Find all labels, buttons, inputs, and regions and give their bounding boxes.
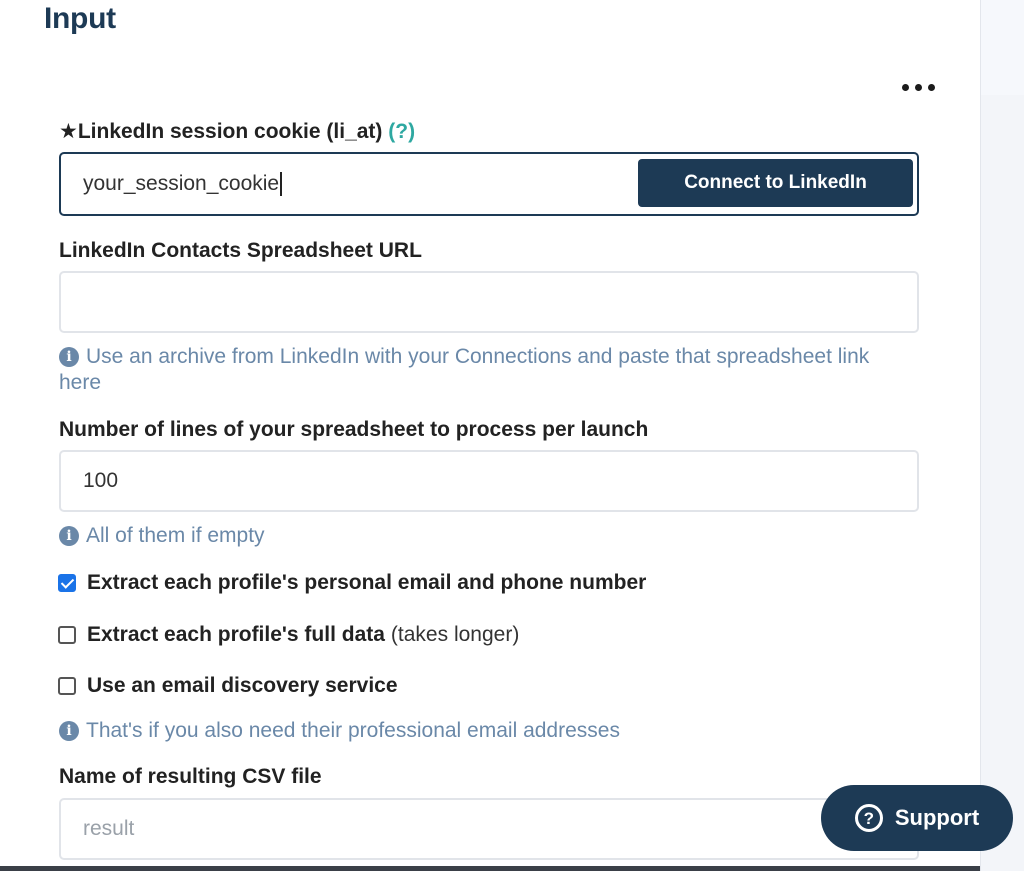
session-cookie-label-text: LinkedIn session cookie (li_at) bbox=[77, 120, 383, 143]
csv-name-input[interactable] bbox=[59, 798, 919, 860]
right-sidebar-header bbox=[981, 0, 1024, 95]
info-icon: i bbox=[59, 721, 79, 741]
required-star-icon: ★ bbox=[59, 120, 78, 143]
dot bbox=[915, 84, 922, 91]
csv-name-label: Name of resulting CSV file bbox=[59, 765, 322, 788]
spreadsheet-url-hint-text: Use an archive from LinkedIn with your Connections and paste that spreadsheet link here bbox=[59, 345, 870, 394]
more-options-icon[interactable] bbox=[896, 78, 940, 96]
lines-per-launch-label: Number of lines of your spreadsheet to process per launch bbox=[59, 418, 649, 441]
option-full-data[interactable] bbox=[58, 621, 519, 649]
checkbox-checked[interactable] bbox=[58, 574, 76, 592]
session-cookie-text: your_session_cookie bbox=[83, 172, 280, 195]
email-discovery-hint-text: That's if you also need their professional email addresses bbox=[86, 719, 620, 742]
dot bbox=[902, 84, 909, 91]
email-discovery-hint bbox=[59, 718, 899, 744]
lines-per-launch-input[interactable] bbox=[59, 450, 919, 512]
csv-name-placeholder: result bbox=[83, 817, 135, 840]
checkbox[interactable] bbox=[58, 626, 76, 644]
support-label: Support bbox=[894, 805, 980, 830]
info-icon: i bbox=[59, 347, 79, 367]
support-button[interactable] bbox=[821, 785, 1013, 851]
spreadsheet-url-input[interactable] bbox=[59, 271, 919, 333]
info-icon: i bbox=[59, 526, 79, 546]
section-title: Input bbox=[44, 2, 116, 35]
dot bbox=[928, 84, 935, 91]
option-email-discovery[interactable] bbox=[58, 672, 398, 700]
question-circle-icon: ? bbox=[855, 804, 883, 832]
lines-per-launch-value: 100 bbox=[83, 469, 119, 492]
spreadsheet-url-label: LinkedIn Contacts Spreadsheet URL bbox=[59, 239, 422, 262]
right-sidebar bbox=[980, 0, 1024, 871]
lines-per-launch-hint-text: All of them if empty bbox=[86, 524, 265, 547]
option-label: Use an email discovery service bbox=[87, 674, 398, 697]
spreadsheet-url-hint bbox=[59, 344, 899, 396]
help-link[interactable]: (?) bbox=[388, 120, 416, 143]
option-personal-email-phone[interactable] bbox=[58, 569, 646, 597]
text-caret bbox=[280, 172, 282, 196]
session-cookie-label bbox=[59, 119, 415, 145]
option-label: Extract each profile's personal email and phone number bbox=[87, 571, 647, 594]
checkbox[interactable] bbox=[58, 677, 76, 695]
lines-per-launch-hint bbox=[59, 523, 899, 549]
option-label: Extract each profile's full data bbox=[87, 623, 385, 646]
option-extra: (takes longer) bbox=[390, 623, 520, 646]
session-cookie-input[interactable] bbox=[59, 152, 919, 216]
connect-to-linkedin-button[interactable]: Connect to LinkedIn bbox=[638, 159, 913, 207]
session-cookie-value bbox=[83, 154, 282, 214]
bottom-divider bbox=[0, 866, 980, 871]
